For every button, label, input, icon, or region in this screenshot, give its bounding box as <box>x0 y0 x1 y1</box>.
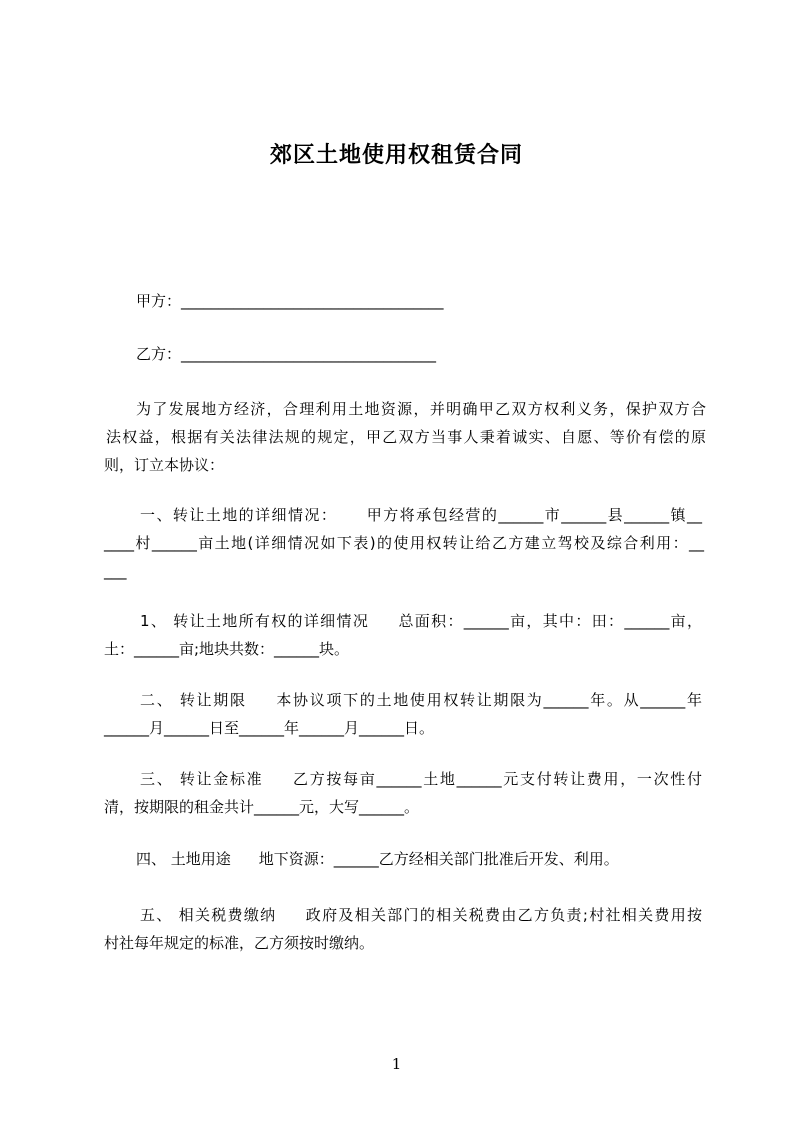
section-2-heading: 二、 转让期限 <box>140 691 247 709</box>
section-1-text-1: 甲方将承包经营的______市______县______镇__ <box>365 506 702 524</box>
section-2-line-2: ______月______日至______年______月______日。 <box>104 719 435 737</box>
section-3-heading: 三、 转让金标准 <box>140 770 264 788</box>
section-1-heading: 一、转让土地的详细情况： <box>140 506 338 524</box>
contract-title: 郊区土地使用权租赁合同 <box>269 143 523 168</box>
section-1-1-text-1: 总面积：______亩，其中：田：______亩， <box>397 612 702 630</box>
section-1-1-line-1 <box>140 606 702 636</box>
section-2-line-1 <box>140 685 702 715</box>
preamble-line-2: 法权益，根据有关法律法规的规定，甲乙双方当事人秉着诚实、自愿、等价有偿的原 <box>106 428 706 446</box>
party-a-line: 甲方：___________________________________ <box>136 292 444 310</box>
section-5-line-1 <box>140 900 702 930</box>
section-5-text-1: 政府及相关部门的相关税费由乙方负责;村社相关费用按 <box>304 906 702 924</box>
section-1-line-3: ___ <box>104 562 127 580</box>
section-5-line-2: 村社每年规定的标准，乙方须按时缴纳。 <box>104 934 375 952</box>
section-2-text-1: 本协议项下的土地使用权转让期限为______年。从______年 <box>274 691 702 709</box>
section-5-heading: 五、 相关税费缴纳 <box>140 906 277 924</box>
section-1-1-line-2: 土：______亩;地块共数：______块。 <box>104 640 350 658</box>
section-4-line <box>136 844 706 874</box>
preamble-line-3: 则，订立本协议： <box>104 456 225 474</box>
section-1-1-heading: 1、 转让土地所有权的详细情况 <box>140 612 370 630</box>
page-number: 1 <box>391 1055 402 1073</box>
party-b-line: 乙方：__________________________________ <box>136 345 437 363</box>
section-1-line-2: ____村______亩土地(详细情况如下表)的使用权转让给乙方建立驾校及综合利用：__ <box>104 534 704 552</box>
section-1-line-1 <box>140 500 702 530</box>
section-3-line-1 <box>140 764 702 794</box>
section-3-line-2: 清，按期限的租金共计______元，大写______。 <box>104 798 420 816</box>
section-4-heading: 四、 土地用途 <box>136 850 231 868</box>
preamble-line-1: 为了发展地方经济，合理利用土地资源，并明确甲乙双方权利义务，保护双方合 <box>136 400 706 418</box>
section-3-text-1: 乙方按每亩______土地______元支付转让费用，一次性付 <box>291 770 702 788</box>
section-4-text: 地下资源：______乙方经相关部门批准后开发、利用。 <box>258 850 619 868</box>
